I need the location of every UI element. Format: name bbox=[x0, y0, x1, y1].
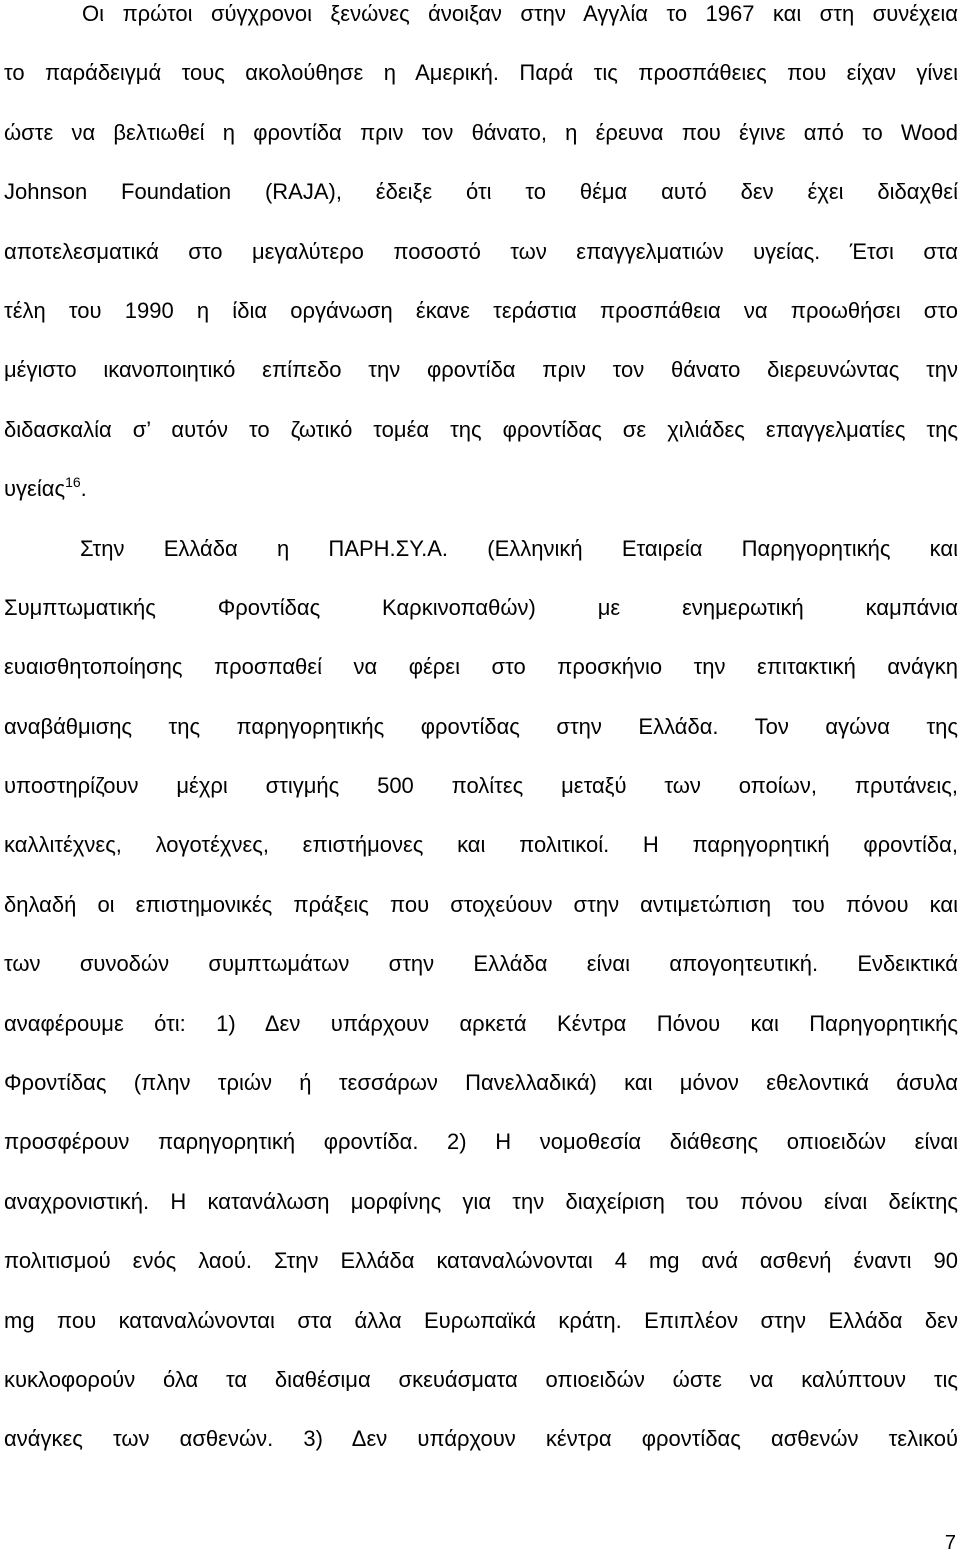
text-line: αποτελεσματικά στο μεγαλύτερο ποσοστό των επαγγελματιών υγείας. Έτσι στα bbox=[4, 238, 958, 264]
text-line: αναφέρουμε ότι: 1) Δεν υπάρχουν αρκετά Κέντρα Πόνου και Παρηγορητικής bbox=[4, 1010, 958, 1036]
text-line-last bbox=[4, 474, 958, 533]
text-line: το παράδειγμά τους ακολούθησε η Αμερική. Παρά τις προσπάθειες που είχαν γίνει bbox=[4, 60, 958, 86]
text-line: μέγιστο ικανοποιητικό επίπεδο την φροντίδα πριν τον θάνατο διερευνώντας την bbox=[4, 357, 958, 383]
text-line: διδασκαλία σ’ αυτόν το ζωτικό τομέα της φροντίδας σε χιλιάδες επαγγελματίες της bbox=[4, 416, 958, 442]
page-number: 7 bbox=[944, 1532, 956, 1554]
text-line: ανάγκες των ασθενών. 3) Δεν υπάρχουν κέντρα φροντίδας ασθενών τελικού bbox=[4, 1426, 958, 1452]
text-fragment: υγείας bbox=[4, 476, 66, 502]
text-line: Συμπτωματικής Φροντίδας Καρκινοπαθών) με ενημερωτική καμπάνια bbox=[4, 594, 958, 620]
text-line: πολιτισμού ενός λαού. Στην Ελλάδα καταναλώνονται 4 mg ανά ασθενή έναντι 90 bbox=[4, 1248, 958, 1274]
text-line: υποστηρίζουν μέχρι στιγμής 500 πολίτες μεταξύ των οποίων, πρυτάνεις, bbox=[4, 773, 958, 799]
text-line: τέλη του 1990 η ίδια οργάνωση έκανε τεράστια προσπάθεια να προωθήσει στο bbox=[4, 297, 958, 323]
text-line: δηλαδή οι επιστημονικές πράξεις που στοχεύουν στην αντιμετώπιση του πόνου και bbox=[4, 891, 958, 917]
text-line: προσφέρουν παρηγορητική φροντίδα. 2) Η νομοθεσία διάθεσης οπιοειδών είναι bbox=[4, 1129, 958, 1155]
text-line: mg που καταναλώνονται στα άλλα Ευρωπαϊκά κράτη. Επιπλέον στην Ελλάδα δεν bbox=[4, 1307, 958, 1333]
footnote-reference: 16 bbox=[65, 474, 81, 491]
text-fragment: . bbox=[80, 476, 87, 502]
text-line: Στην Ελλάδα η ΠΑΡΗ.ΣΥ.Α. (Ελληνική Εταιρεία Παρηγορητικής και bbox=[80, 535, 958, 561]
text-line: Οι πρώτοι σύγχρονοι ξενώνες άνοιξαν στην Αγγλία το 1967 και στη συνέχεια bbox=[82, 1, 958, 26]
body-text bbox=[4, 0, 958, 1484]
text-line: αναβάθμισης της παρηγορητικής φροντίδας στην Ελλάδα. Τον αγώνα της bbox=[4, 713, 958, 739]
text-line: κυκλοφορούν όλα τα διαθέσιμα σκευάσματα οπιοειδών ώστε να καλύπτουν τις bbox=[4, 1366, 958, 1392]
text-line: των συνοδών συμπτωμάτων στην Ελλάδα είναι απογοητευτική. Ενδεικτικά bbox=[4, 951, 958, 977]
text-line: Φροντίδας (πλην τριών ή τεσσάρων Πανελλαδικά) και μόνον εθελοντικά άσυλα bbox=[4, 1070, 958, 1096]
text-line: ευαισθητοποίησης προσπαθεί να φέρει στο προσκήνιο την επιτακτική ανάγκη bbox=[4, 654, 958, 680]
text-line: ώστε να βελτιωθεί η φροντίδα πριν τον θάνατο, η έρευνα που έγινε από το Wood bbox=[4, 119, 958, 145]
text-line: αναχρονιστική. Η κατανάλωση μορφίνης για την διαχείριση του πόνου είναι δείκτης bbox=[4, 1188, 958, 1214]
text-line: Johnson Foundation (RAJA), έδειξε ότι το θέμα αυτό δεν έχει διδαχθεί bbox=[4, 179, 958, 205]
text-line: καλλιτέχνες, λογοτέχνες, επιστήμονες και πολιτικοί. Η παρηγορητική φροντίδα, bbox=[4, 832, 958, 858]
